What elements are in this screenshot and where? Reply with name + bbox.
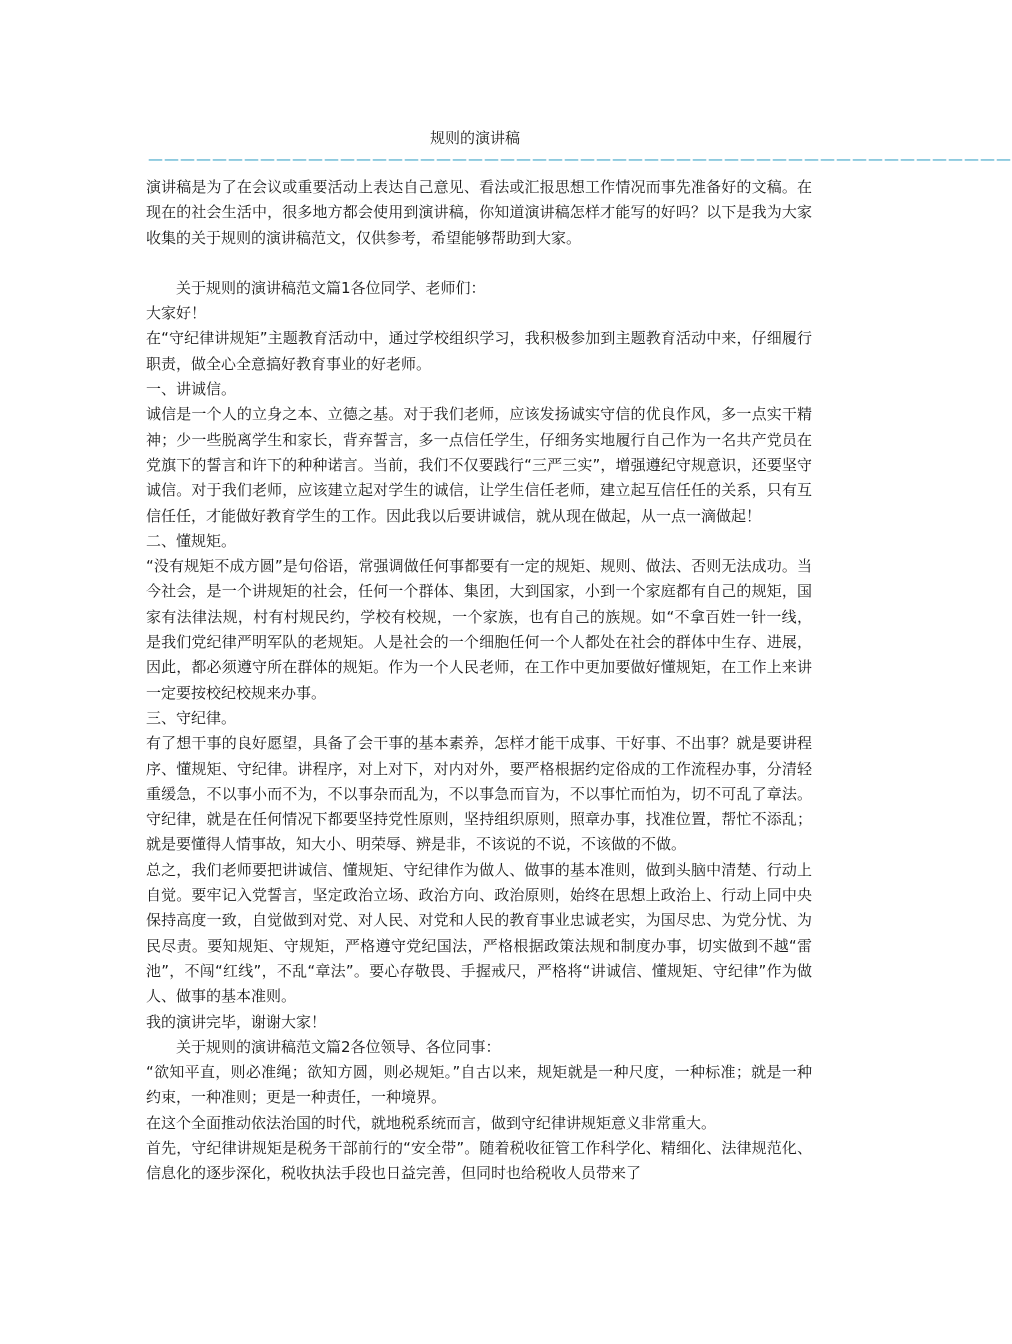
document-title: 规则的演讲稿 bbox=[429, 129, 520, 147]
paragraph: “欲知平直，则必准绳；欲知方圆，则必规矩。”自古以来，规矩就是一种尺度，一种标准；就是一种约束，一种准则；更是一种责任，一种境界。 bbox=[146, 1063, 812, 1107]
title-divider: —————————————————————————————————————————————————————— bbox=[148, 150, 1012, 168]
section-heading-2: 关于规则的演讲稿范文篇2各位领导、各位同事： bbox=[176, 1037, 501, 1056]
paragraph: 在“守纪律讲规矩”主题教育活动中，通过学校组织学习，我积极参加到主题教育活动中来，仔细履行职责，做全心全意搞好教育事业的好老师。 bbox=[146, 329, 812, 373]
subheading-discipline: 三、守纪律。 bbox=[146, 708, 237, 727]
closing-line: 我的演讲完毕，谢谢大家！ bbox=[146, 1012, 327, 1031]
blank-line bbox=[146, 251, 812, 276]
subheading-rules: 二、懂规矩。 bbox=[146, 531, 237, 550]
document-body bbox=[146, 175, 812, 1187]
paragraph: 有了想干事的良好愿望，具备了会干事的基本素养，怎样才能干成事、干好事、不出事？就是要讲程序、懂规矩、守纪律。讲程序，对上对下，对内对外，要严格根据约定俗成的工作流程办事，分清轻重缓急，不以事小而不为，不以事杂而乱为，不以事急而盲为，不以事忙而怕为，切不可乱了章法。守纪律，就是在任何情况下都要坚持党性原则，坚持组织原则，照章办事，找准位置，帮忙不添乱；就是要懂得人情事故，知大小、明荣辱、辨是非，不该说的不说，不该做的不做。 bbox=[146, 734, 812, 854]
section-heading-1: 关于规则的演讲稿范文篇1各位同学、老师们： bbox=[176, 278, 486, 297]
intro-paragraph: 演讲稿是为了在会议或重要活动上表达自己意见、看法或汇报思想工作情况而事先准备好的文稿。在现在的社会生活中，很多地方都会使用到演讲稿，你知道演讲稿怎样才能写的好吗？以下是我为大家收集的关于规则的演讲稿范文，仅供参考，希望能够帮助到大家。 bbox=[146, 178, 812, 247]
paragraph: 总之，我们老师要把讲诚信、懂规矩、守纪律作为做人、做事的基本准则，做到头脑中清楚、行动上自觉。要牢记入党誓言，坚定政治立场、政治方向、政治原则，始终在思想上政治上、行动上同中央保持高度一致，自觉做到对党、对人民、对党和人民的教育事业忠诚老实，为国尽忠、为党分忧、为民尽责。要知规矩、守规矩，严格遵守党纪国法，严格根据政策法规和制度办事，切实做到不越“雷池”，不闯“红线”，不乱“章法”。要心存敬畏、手握戒尺，严格将“讲诚信、懂规矩、守纪律”作为做人、做事的基本准则。 bbox=[146, 860, 812, 1006]
paragraph: 在这个全面推动依法治国的时代，就地税系统而言，做到守纪律讲规矩意义非常重大。 bbox=[146, 1113, 717, 1132]
paragraph: 首先，守纪律讲规矩是税务干部前行的“安全带”。随着税收征管工作科学化、精细化、法律规范化、信息化的逐步深化，税收执法手段也日益完善，但同时也给税收人员带来了 bbox=[146, 1138, 812, 1183]
paragraph: “没有规矩不成方圆”是句俗语，常强调做任何事都要有一定的规矩、规则、做法、否则无法成功。当今社会，是一个讲规矩的社会，任何一个群体、集团，大到国家，小到一个家庭都有自己的规矩，国家有法律法规，村有村规民约，学校有校规，一个家族，也有自己的族规。如“不拿百姓一针一线，是我们党纪律严明军队的老规矩。人是社会的一个细胞任何一个人都处在社会的群体中生存、进展，因此，都必须遵守所在群体的规矩。作为一个人民老师，在工作中更加要做好懂规矩，在工作上来讲一定要按校纪校规来办事。 bbox=[146, 557, 812, 702]
greeting: 大家好！ bbox=[146, 304, 207, 323]
subheading-honesty: 一、讲诚信。 bbox=[146, 380, 237, 399]
paragraph: 诚信是一个人的立身之本、立德之基。对于我们老师，应该发扬诚实守信的优良作风，多一点实干精神；少一些脱离学生和家长，背弃誓言，多一点信任学生，仔细务实地履行自己作为一名共产党员在党旗下的誓言和许下的种种诺言。当前，我们不仅要践行“三严三实”，增强遵纪守规意识，还要坚守诚信。对于我们老师，应该建立起对学生的诚信，让学生信任老师，建立起互信任任的关系，只有互信任任，才能做好教育学生的工作。因此我以后要讲诚信，就从现在做起，从一点一滴做起！ bbox=[146, 405, 812, 525]
